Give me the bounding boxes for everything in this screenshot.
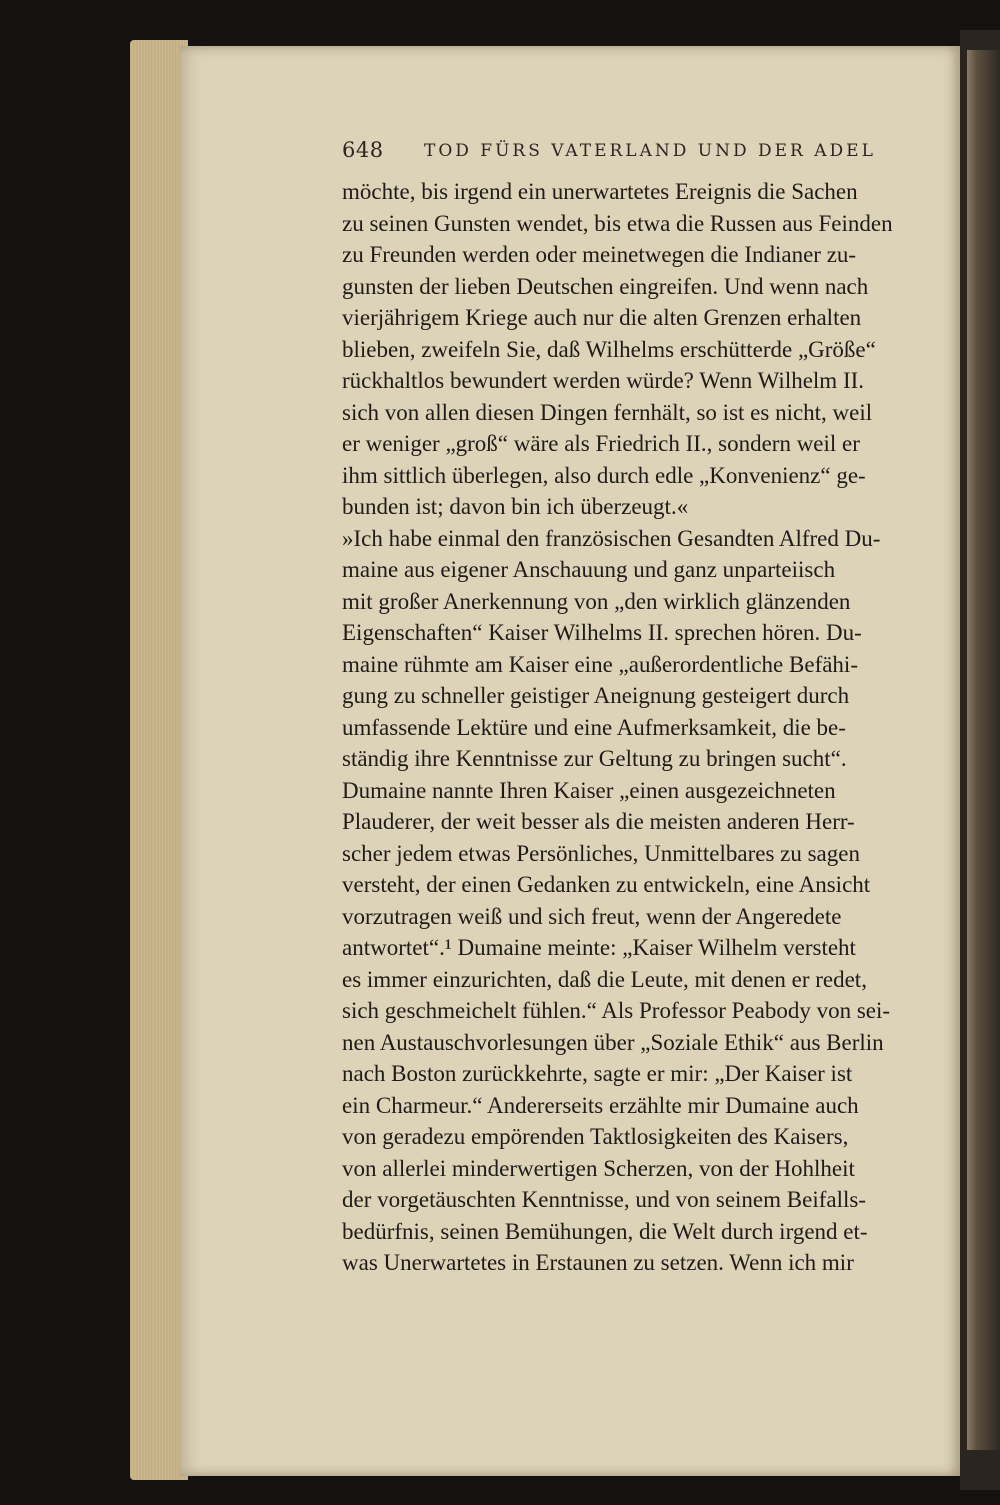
text-line: scher jedem etwas Persönliches, Unmittelbares zu sagen bbox=[342, 840, 860, 866]
text-line: es immer einzurichten, daß die Leute, mit denen er redet, bbox=[342, 966, 867, 992]
text-line: antwortet“.¹ Dumaine meinte: „Kaiser Wilhelm versteht bbox=[342, 935, 856, 960]
text-line: Dumaine nannte Ihren Kaiser „einen ausgezeichneten bbox=[342, 777, 836, 803]
text-line: nach Boston zurückkehrte, sagte er mir: „Der Kaiser ist bbox=[342, 1061, 853, 1086]
text-line: zu Freunden werden oder meinetwegen die Indianer zu- bbox=[342, 242, 857, 267]
text-line: blieben, zweifeln Sie, daß Wilhelms erschütterde „Größe“ bbox=[342, 336, 876, 362]
body-text bbox=[342, 176, 922, 1279]
text-line: ihm sittlich überlegen, also durch edle „Konvenienz“ ge- bbox=[342, 462, 866, 488]
text-line: vorzutragen weiß und sich freut, wenn der Angeredete bbox=[342, 903, 842, 929]
text-line: von geradezu empörenden Taktlosigkeiten des Kaisers, bbox=[342, 1124, 849, 1149]
text-line: bunden ist; davon bin ich überzeugt.« bbox=[342, 494, 689, 519]
text-line: »Ich habe einmal den französischen Gesandten Alfred Du- bbox=[342, 525, 881, 551]
facing-page-edge bbox=[967, 50, 1000, 1450]
text-line: maine rühmte am Kaiser eine „außerordentliche Befähi- bbox=[342, 651, 858, 677]
text-line: Plauderer, der weit besser als die meisten anderen Herr- bbox=[342, 809, 855, 834]
text-line: vierjährigem Kriege auch nur die alten Grenzen erhalten bbox=[342, 305, 862, 330]
text-line: möchte, bis irgend ein unerwartetes Ereignis die Sachen bbox=[342, 179, 858, 204]
text-line: nen Austauschvorlesungen über „Soziale Ethik“ aus Berlin bbox=[342, 1029, 884, 1055]
text-line: rückhaltlos bewundert werden würde? Wenn Wilhelm II. bbox=[342, 368, 865, 393]
running-head bbox=[342, 138, 902, 172]
text-line: was Unerwartetes in Erstaunen zu setzen. Wenn ich mir bbox=[342, 1250, 854, 1275]
text-line: versteht, der einen Gedanken zu entwickeln, eine Ansicht bbox=[342, 872, 871, 897]
text-line: maine aus eigener Anschauung und ganz unparteiisch bbox=[342, 557, 836, 582]
text-line: umfassende Lektüre und eine Aufmerksamkeit, die be- bbox=[342, 714, 846, 740]
text-line: sich geschmeichelt fühlen.“ Als Professor Peabody von sei- bbox=[342, 998, 891, 1023]
text-line: gunsten der lieben Deutschen eingreifen. Und wenn nach bbox=[342, 273, 869, 299]
text-line: bedürfnis, seinen Bemühungen, die Welt durch irgend et- bbox=[342, 1218, 868, 1244]
text-line: sich von allen diesen Dingen fernhält, so ist es nicht, weil bbox=[342, 399, 873, 425]
text-line: ein Charmeur.“ Andererseits erzählte mir Dumaine auch bbox=[342, 1092, 859, 1118]
text-line: gung zu schneller geistiger Aneignung gesteigert durch bbox=[342, 683, 850, 708]
page-number: 648 bbox=[342, 138, 384, 162]
text-line: mit großer Anerkennung von „den wirklich glänzenden bbox=[342, 588, 851, 614]
text-line: der vorgetäuschten Kenntnisse, und von seinem Beifalls- bbox=[342, 1187, 866, 1212]
text-line: ständig ihre Kenntnisse zur Geltung zu bringen sucht“. bbox=[342, 746, 847, 771]
text-line: zu seinen Gunsten wendet, bis etwa die Russen aus Feinden bbox=[342, 210, 893, 236]
text-line: er weniger „groß“ wäre als Friedrich II., sondern weil er bbox=[342, 431, 860, 456]
text-line: Eigenschaften“ Kaiser Wilhelms II. sprechen hören. Du- bbox=[342, 620, 862, 645]
chapter-title: TOD FÜRS VATERLAND UND DER ADEL bbox=[424, 141, 876, 161]
text-line: von allerlei minderwertigen Scherzen, von der Hohlheit bbox=[342, 1155, 855, 1181]
